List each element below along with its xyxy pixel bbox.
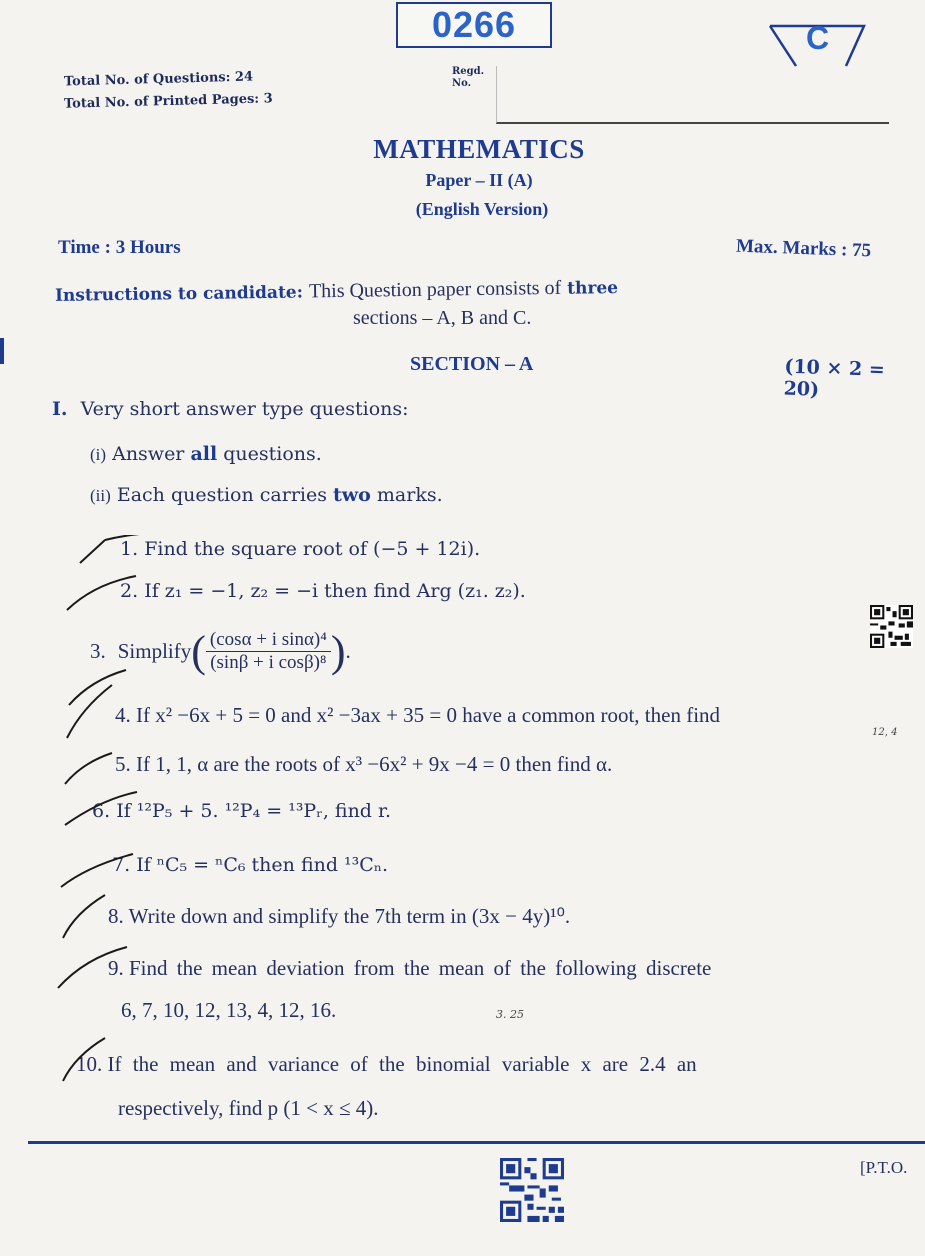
paper-code: 0266 [396, 2, 552, 48]
footer-divider [28, 1141, 925, 1144]
checkmark-icon [60, 893, 110, 943]
qr-code-icon [870, 605, 913, 648]
question-5 [115, 752, 612, 777]
rule-2-post: marks. [376, 484, 443, 506]
qr-code-icon [500, 1158, 564, 1222]
paper-title: Paper – II (A) [425, 170, 533, 190]
checkmark-icon [62, 789, 142, 829]
question-5-num: 5. [115, 752, 131, 776]
question-9 [108, 956, 711, 981]
rule-1-post: questions. [223, 443, 322, 465]
checkmark-icon [75, 535, 155, 565]
fraction-numerator: (cosα + i sinα)⁴ [206, 629, 331, 652]
margin-note-q9: 3. 25 [496, 1008, 524, 1021]
regd-label-line1: Regd. [452, 66, 485, 77]
checkmark-icon [60, 1036, 110, 1086]
question-3: 3. Simplify ( $\frac{\text{(cosα + i sinα)⁴}}{\text{(sinβ + i cosβ)⁸}}$ ) . [90, 627, 351, 676]
question-5-text: If 1, 1, α are the roots of x³ −6x² + 9x −4 = 0 then find α. [136, 752, 613, 776]
question-2-text: If z₁ = −1, z₂ = −i then find Arg (z₁. z₂). [144, 580, 526, 602]
question-4-num: 4. [115, 703, 131, 727]
rule-2-text: Each question carries [116, 484, 327, 506]
checkmark-icon [55, 943, 135, 993]
close-paren: ) [330, 627, 346, 676]
question-10-text: If the mean and variance of the binomial variable x are 2.4 an [107, 1052, 697, 1076]
question-4-text: If x² −6x + 5 = 0 and x² −3ax + 35 = 0 have a common root, then find [136, 703, 721, 727]
subject-title: MATHEMATICS [373, 134, 585, 164]
instructions-text-2: sections – A, B and C. [353, 307, 532, 329]
section-heading [52, 398, 409, 420]
section-title: SECTION – A [410, 353, 534, 375]
question-9-data: 6, 7, 10, 12, 13, 4, 12, 16. [121, 998, 337, 1022]
question-3-num: 3. [90, 639, 106, 663]
section-marks: (10 × 2 = 20) [783, 355, 886, 401]
checkmark-icon [62, 748, 122, 788]
checkmark-icon [64, 574, 144, 614]
question-2 [120, 580, 526, 602]
question-2-num: 2. [120, 580, 139, 602]
question-1-num: 1. [120, 538, 139, 560]
total-questions: Total No. of Questions: 24 [63, 69, 254, 90]
version-title: (English Version) [415, 199, 549, 219]
rule-1-text: Answer [112, 443, 185, 465]
set-label: C [806, 20, 830, 56]
checkmark-icon [58, 851, 138, 891]
rule-1-num: (i) [90, 445, 107, 464]
question-1 [120, 538, 480, 560]
margin-note-q4: 12, 4 [872, 727, 898, 738]
question-3-text: Simplify [117, 639, 192, 663]
question-3-fraction [206, 629, 331, 674]
regd-label [452, 66, 484, 90]
time-info: Time : 3 Hours [58, 237, 181, 258]
question-7-text: If ⁿC₅ = ⁿC₆ then find ¹³Cₙ. [136, 854, 389, 876]
regd-label-line2: No. [452, 78, 472, 89]
total-pages: Total No. of Printed Pages: 3 [63, 91, 273, 112]
question-10 [76, 1052, 697, 1077]
question-7 [112, 854, 388, 876]
instructions-label: Instructions to candidate: [54, 282, 304, 306]
please-turn-over: [P.T.O. [860, 1158, 908, 1177]
rule-2 [90, 484, 443, 506]
question-8-num: 8. [108, 904, 124, 928]
section-heading-text: Very short answer type questions: [80, 398, 409, 420]
question-1-text: Find the square root of (−5 + 12i). [144, 538, 481, 560]
rule-1-bold: all [190, 443, 218, 465]
question-6-text: If ¹²P₅ + 5. ¹²P₄ = ¹³Pᵣ, find r. [116, 800, 392, 822]
rule-1 [90, 443, 322, 465]
checkmark-icon [62, 683, 122, 743]
instructions [55, 276, 618, 307]
fraction-denominator: (sinβ + i cosβ)⁸ [210, 652, 327, 673]
question-10-continued: respectively, find p (1 < x ≤ 4). [118, 1096, 379, 1120]
margin-mark [0, 338, 4, 364]
question-9-text: Find the mean deviation from the mean of the following discrete [129, 956, 712, 980]
question-8-text: Write down and simplify the 7th term in (3x − 4y)¹⁰. [128, 904, 571, 928]
section-roman: I. [52, 398, 68, 420]
rule-2-bold: two [333, 484, 371, 506]
question-10-num: 10. [76, 1052, 103, 1076]
instructions-text: This Question paper consists of [308, 276, 562, 303]
rule-2-num: (ii) [90, 486, 111, 505]
open-paren: ( [191, 627, 206, 676]
question-7-num: 7. [112, 854, 131, 876]
instructions-bold: three [567, 278, 619, 299]
question-6-num: 6. [92, 800, 111, 822]
question-9-num: 9. [108, 956, 124, 980]
max-marks-info: Max. Marks : 75 [735, 235, 872, 262]
regd-number-field[interactable] [496, 66, 889, 124]
question-4 [115, 703, 720, 728]
question-8 [108, 904, 570, 929]
